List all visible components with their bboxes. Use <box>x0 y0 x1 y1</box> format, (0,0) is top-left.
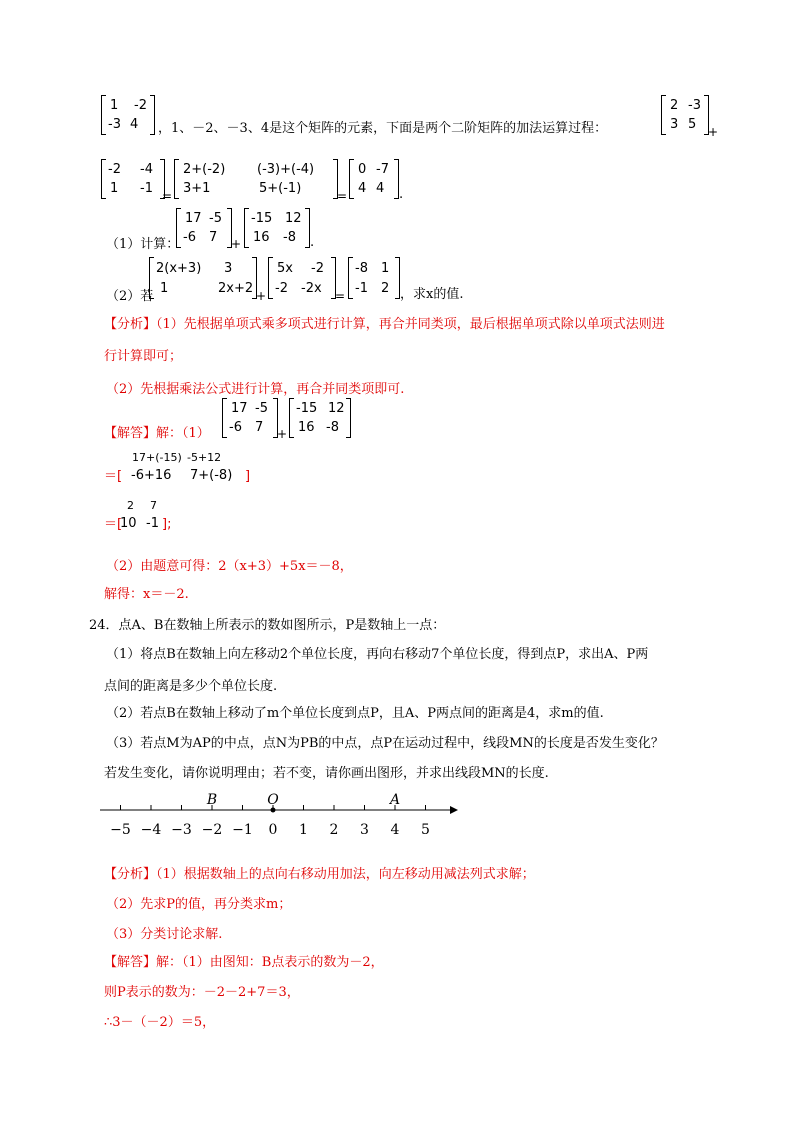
solution-line: 则P表示的数为：－2－2+7＝3， <box>104 985 300 1000</box>
q2-label: （2）若 <box>106 289 154 304</box>
solution-line: （2）由题意可得：2（x+3）+5x＝－8， <box>106 559 353 574</box>
matrix-cell: 5x <box>277 261 293 276</box>
matrix-cell: -1 <box>146 516 159 531</box>
step-prefix: ＝[ <box>104 517 123 532</box>
matrix-cell: 2 <box>670 98 679 113</box>
problem-part: （1）将点B在数轴上向左移动2个单位长度，再向右移动7个单位长度，得到点P，求出A、P两 <box>106 647 649 662</box>
matrix-cell: 3+1 <box>183 181 211 196</box>
matrix-cell: 0 <box>358 162 367 177</box>
matrix-cell: -2 <box>108 162 121 177</box>
matrix-cell: 7 <box>209 230 218 245</box>
tick-label: 1 <box>299 822 308 838</box>
analysis-line: （2）先根据乘法公式进行计算，再合并同类项即可. <box>106 382 405 397</box>
matrix-cell: 1 <box>110 98 119 113</box>
matrix-cell: 16 <box>253 230 270 245</box>
matrix-cell: -1 <box>355 281 368 296</box>
q1-label: （1）计算： <box>106 237 180 252</box>
point-label: B <box>206 792 218 808</box>
matrix-cell: 3 <box>670 117 679 132</box>
matrix-cell: -5 <box>255 401 268 416</box>
matrix-cell: 2x+2 <box>218 281 254 296</box>
matrix-cell: 5+(-1) <box>259 181 302 196</box>
matrix-cell: -8 <box>355 261 368 276</box>
matrix-cell: 10 <box>120 516 137 531</box>
matrix-cell: 2(x+3) <box>156 261 202 276</box>
solution-line: 【解答】解：（1）由图知：B点表示的数为－2， <box>104 955 384 970</box>
matrix-cell: 1 <box>160 281 169 296</box>
plus-sign: + <box>708 125 719 139</box>
tick-label: 2 <box>329 822 339 838</box>
matrix-cell: 17+(-15) <box>132 451 182 464</box>
problem-part: 若发生变化，请你说明理由；若不变，请你画出图形，并求出线段MN的长度. <box>104 766 549 781</box>
matrix-cell: -5 <box>209 211 222 226</box>
matrix-cell: -3 <box>108 117 121 132</box>
analysis-line: 【分析】（1）根据数轴上的点向右移动用加法，向左移动用减法列式求解； <box>104 867 535 882</box>
tick-label: 4 <box>390 822 400 838</box>
matrix-cell: 4 <box>358 181 367 196</box>
matrix-cell: -2 <box>275 281 288 296</box>
matrix-cell: 12 <box>328 401 345 416</box>
step-suffix: ]; <box>162 517 172 532</box>
point-label: O <box>267 792 279 808</box>
problem-part: （3）若点M为AP的中点，点N为PB的中点，点P在运动过程中，线段MN的长度是否发生变化？ <box>106 736 664 751</box>
matrix-cell: -6 <box>229 420 242 435</box>
arrow-icon <box>450 806 458 814</box>
solution-label: 【解答】解：（1） <box>104 426 210 441</box>
problem-part: 点间的距离是多少个单位长度. <box>104 679 278 694</box>
matrix-cell: 4 <box>130 117 139 132</box>
tick-label: −5 <box>110 822 131 838</box>
equals-sign: = <box>335 289 346 303</box>
matrix-cell: -6 <box>183 230 196 245</box>
matrix-cell: 17 <box>185 211 202 226</box>
matrix-cell: -6+16 <box>131 468 172 483</box>
matrix-cell: 12 <box>285 211 302 226</box>
matrix-cell: (-3)+(-4) <box>257 162 315 177</box>
matrix-cell: -5+12 <box>187 451 222 464</box>
solution-answer: 解得：x＝－2. <box>104 587 189 602</box>
tick-label: −3 <box>171 822 192 838</box>
matrix-cell: 1 <box>110 181 119 196</box>
plus-sign: + <box>231 237 242 251</box>
matrix-cell: 2 <box>127 499 134 512</box>
matrix-cell: 7+(-8) <box>190 468 233 483</box>
matrix-cell: 1 <box>381 261 390 276</box>
matrix-cell: -15 <box>251 211 273 226</box>
period: . <box>310 235 315 250</box>
matrix-cell: -3 <box>688 98 701 113</box>
intro-text: ，1、－2、－3、4是这个矩阵的元素，下面是两个二阶矩阵的加法运算过程： <box>158 121 608 136</box>
analysis-line: 行计算即可； <box>104 349 183 364</box>
matrix-cell: 16 <box>298 420 315 435</box>
equals-sign: = <box>162 189 173 203</box>
analysis-line: （3）分类讨论求解. <box>106 927 223 942</box>
matrix-cell: 17 <box>231 401 248 416</box>
matrix-cell: -2 <box>134 98 147 113</box>
matrix-cell: 7 <box>255 420 264 435</box>
q2-tail: ，求x的值. <box>400 287 464 302</box>
matrix-cell: -8 <box>283 230 296 245</box>
tick-label: −4 <box>140 822 162 838</box>
period: . <box>399 187 404 202</box>
problem-part: （2）若点B在数轴上移动了m个单位长度到点P，且A、P两点间的距离是4，求m的值. <box>106 706 604 721</box>
origin-dot <box>271 808 276 813</box>
equals-sign: = <box>337 189 348 203</box>
point-label: A <box>389 792 401 808</box>
tick-label: 5 <box>421 822 430 838</box>
problem-stem: 24．点A、B在数轴上所表示的数如图所示，P是数轴上一点： <box>89 618 446 633</box>
analysis-line: 【分析】（1）先根据单项式乘多项式进行计算，再合并同类项，最后根据单项式除以单项式法则进 <box>104 317 665 332</box>
analysis-line: （2）先求P的值，再分类求m； <box>106 897 292 912</box>
matrix-cell: 2 <box>381 281 390 296</box>
solution-line: ∴3－（－2）＝5， <box>104 1015 216 1030</box>
matrix-cell: -15 <box>296 401 318 416</box>
matrix-cell: 5 <box>688 117 697 132</box>
tick-label: 0 <box>268 822 278 838</box>
matrix-cell: 7 <box>150 499 157 512</box>
matrix-cell: 2+(-2) <box>183 162 226 177</box>
step-suffix: ] <box>245 469 251 484</box>
tick-label: −1 <box>232 822 253 838</box>
matrix-cell: 4 <box>376 181 385 196</box>
tick-label: 3 <box>360 822 369 838</box>
matrix-cell: -7 <box>376 162 389 177</box>
plus-sign: + <box>277 427 288 441</box>
matrix-cell: 3 <box>224 261 233 276</box>
matrix-cell: -8 <box>326 420 339 435</box>
plus-sign: + <box>256 289 267 303</box>
tick-label: −2 <box>201 822 223 838</box>
matrix-cell: -2 <box>311 261 324 276</box>
matrix-cell: -4 <box>140 162 153 177</box>
step-prefix: ＝[ <box>104 469 123 484</box>
matrix-cell: -1 <box>140 181 153 196</box>
matrix-cell: -2x <box>301 281 322 296</box>
